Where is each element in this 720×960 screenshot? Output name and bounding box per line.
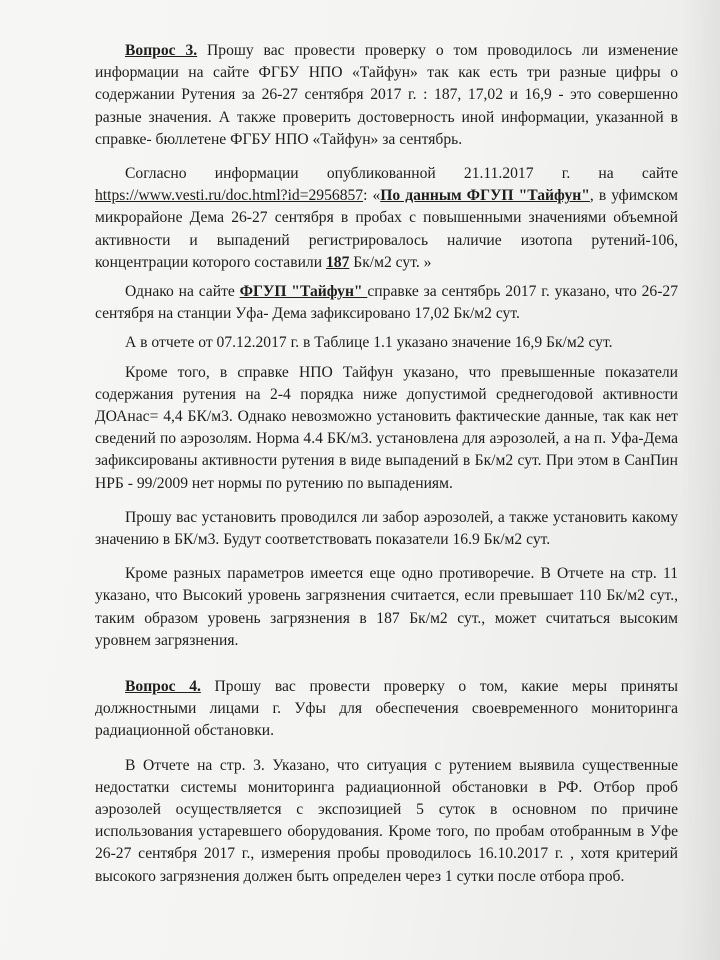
question-3-paragraph-typhoon: Однако на сайте ФГУП "Тайфун" справке за сентябрь 2017 г. указано, что 26-27 сентября на станции Уфа- Дема зафиксировано 17,02 Бк/м2 сут. (95, 283, 678, 323)
question-3-paragraph-source: Согласно информации опубликованной 21.11.2017 г. на сайте https://www.vesti.ru/doc.html?id=2956857: «По данным ФГУП "Тайфун", в уфимском микрорайоне Дема 26-27 сентября в пробах с повышенными значениями объемной активности и выпадений регистрировалось наличие изотопа рутений-106, концентрации которого составили 187 Бк/м2 сут. » (95, 165, 678, 271)
question-3-paragraph-norms: Кроме того, в справке НПО Тайфун указано, что превышенные показатели содержания рутения на 2-4 порядка ниже допустимой среднегодовой активности ДОАнас= 4,4 БК/м3. Однако невозможно установить фактические данные, так как нет сведений по аэрозолям. Норма 4.4 БК/м3. установлена для аэрозолей, а на п. Уфа-Дема зафиксированы активности рутения в виде выпадений в Бк/м2 сут. При этом в СанПин НРБ - 99/2009 нет нормы по рутению по выпадениям. (95, 363, 678, 492)
typhoon-emphasis: ФГУП "Тайфун" (239, 283, 368, 301)
value-187: 187 (325, 253, 350, 271)
question-3-paragraph-report: А в отчете от 07.12.2017 г. в Таблице 1.1 указано значение 16,9 Бк/м2 сут. (125, 334, 613, 352)
source-emphasis: По данным ФГУП "Тайфун" (380, 187, 590, 205)
page-edge-shadow (680, 0, 720, 960)
question-4-paragraph-report: В Отчете на стр. 3. Указано, что ситуация с рутением выявила существенные недостатки системы мониторинга радиационной обстановки в РФ. Отбор проб аэрозолей осуществляется с экспозицией 5 суток в основном по причине использования устаревшего оборудования. Кроме того, по пробам отобранным в Уфе 26-27 сентября 2017 г., измерения пробы проводилось 16.10.2017 г. , хотя критерий высокого загрязнения должен быть определен через 1 сутки после отбора проб. (95, 756, 678, 885)
question-3-paragraph-aerosols: Прошу вас установить проводился ли забор аэрозолей, а также установить какому значению в БК/м3. Будут соответствовать показатели 16.9 Бк/м2 сут. (95, 508, 678, 549)
question-4-intro: Вопрос 4. Прошу вас провести проверку о том, какие меры приняты должностными лицами г. Уфы для обеспечения своевременного мониторинга радиационной обстановки. (95, 678, 679, 740)
vesti-link[interactable]: https://www.vesti.ru/doc.html?id=2956857 (95, 187, 364, 205)
question-3-section (95, 40, 678, 664)
question-4-label: Вопрос 4. (125, 678, 201, 695)
question-3-paragraph-contradiction: Кроме разных параметров имеется еще одно противоречие. В Отчете на стр. 11 указано, что Высокий уровень загрязнения считается, если превышает 110 Бк/м2 сут., таким образом уровень загрязнения в 187 Бк/м2 сут., может считаться высоким уровнем загрязнения. (95, 565, 678, 649)
question-3-label: Вопрос 3. (125, 42, 198, 59)
question-4-section (95, 676, 678, 900)
question-3-intro: Вопрос 3. Прошу вас провести проверку о том проводилось ли изменение информации на сайте ФГБУ НПО «Тайфун» так как есть три разные цифры о содержании Рутения за 26-27 сентября 2017 г. : 187, 17,02 и 16,9 - это совершенно разные значения. А также проверить достоверность иной информации, указанной в справке- бюллетене ФГБУ НПО «Тайфун» за сентябрь. (95, 42, 678, 148)
